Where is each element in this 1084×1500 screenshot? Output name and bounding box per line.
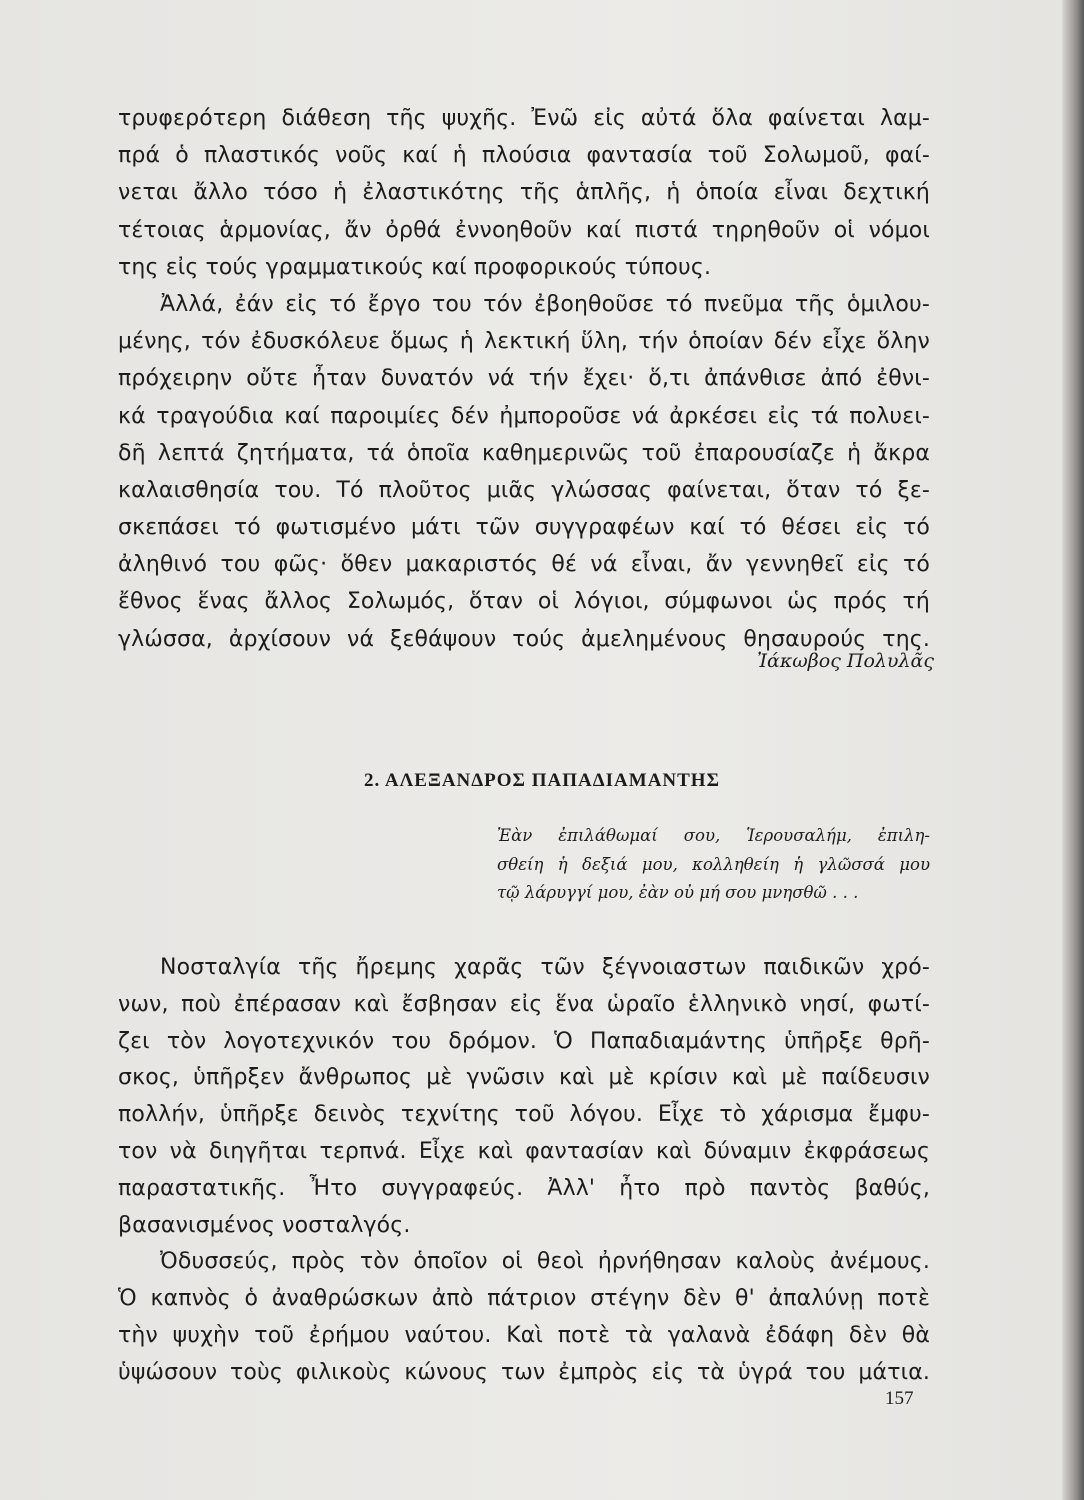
text-line: νεται ἄλλο τόσο ἡ ἐλαστικότης τῆς ἁπλῆς, ἡ ὁποία εἶναι δεχτική xyxy=(118,180,930,206)
text-line: μένης, τόν ἐδυσκόλευε ὅμως ἡ λεκτική ὕλη, τήν ὁποίαν δέν εἶχε ὅλην xyxy=(118,329,930,355)
text-line: καλαισθησία του. Τό πλοῦτος μιᾶς γλώσσας φαίνεται, ὅταν τό ξε- xyxy=(118,477,930,503)
text-line: βασανισμένος νοσταλγός. xyxy=(118,1212,411,1238)
text-line: παραστατικῆς. Ἦτο συγγραφεύς. Ἀλλ' ἦτο πρὸ παντὸς βαθύς, xyxy=(118,1175,930,1201)
page-number: 157 xyxy=(885,1388,914,1409)
text-line: της εἰς τούς γραμματικούς καί προφορικούς τύπους. xyxy=(118,254,712,280)
text-line: ζει τὸν λογοτεχνικόν του δρόμον. Ὁ Παπαδιαμάντης ὑπῆρξε θρῆ- xyxy=(118,1028,930,1054)
text-line: πολλήν, ὑπῆρξε δεινὸς τεχνίτης τοῦ λόγου. Εἶχε τὸ χάρισμα ἔμφυ- xyxy=(118,1102,930,1128)
epigraph-line: τῷ λάρυγγί μου, ἐὰν οὐ μή σου μνησθῶ . . . xyxy=(497,883,859,902)
book-spine-shadow xyxy=(1062,0,1084,1500)
epigraph-line: Ἐὰν ἐπιλάθωμαί σου, Ἱερουσαλήμ, ἐπιλη- xyxy=(497,826,930,845)
text-line: Νοσταλγία τῆς ἤρεμης χαρᾶς τῶν ξέγνοιαστων παιδικῶν χρό- xyxy=(160,955,930,980)
text-line: ἀληθινό του φῶς· ὅθεν μακαριστός θέ νά εἶναι, ἄν γεννηθεῖ εἰς τό xyxy=(118,552,930,578)
section-heading: 2. ΑΛΕΞΑΝΔΡΟΣ ΠΑΠΑΔΙΑΜΑΝΤΗΣ xyxy=(363,770,721,791)
text-line: σκεπάσει τό φωτισμένο μάτι τῶν συγγραφέων καί τό θέσει εἰς τό xyxy=(118,515,930,541)
epigraph-line: σθείη ἡ δεξιά μου, κολληθείη ἡ γλῶσσά μου xyxy=(497,854,930,874)
text-line: ἔθνος ἕνας ἄλλος Σολωμός, ὅταν οἱ λόγιοι, σύμφωνοι ὡς πρός τή xyxy=(118,589,930,615)
epigraph xyxy=(497,822,930,908)
text-line: Ὁ καπνὸς ὁ ἀναθρώσκων ἀπὸ πάτριον στέγην δὲν θ' ἀπαλύνῃ ποτὲ xyxy=(118,1286,930,1312)
text-line: τὴν ψυχὴν τοῦ ἐρήμου ναύτου. Καὶ ποτὲ τὰ γαλανὰ ἐδάφη δὲν θὰ xyxy=(118,1322,930,1348)
text-line: κά τραγούδια καί παροιμίες δέν ἠμποροῦσε νά ἀρκέσει εἰς τά πολυει- xyxy=(118,403,930,429)
text-line: Ἀλλά, ἐάν εἰς τό ἔργο του τόν ἐβοηθοῦσε τό πνεῦμα τῆς ὁμιλου- xyxy=(160,291,930,317)
text-line: τέτοιας ἁρμονίας, ἄν ὀρθά ἐννοηθοῦν καί πιστά τηρηθοῦν οἱ νόμοι xyxy=(118,217,930,243)
text-line: πρόχειρην οὔτε ἦταν δυνατόν νά τήν ἔχει· ὅ,τι ἀπάνθισε ἀπό ἐθνι- xyxy=(118,366,930,392)
top-text-block xyxy=(118,100,930,658)
text-line: ὑψώσουν τοὺς φιλικοὺς κώνους των ἐμπρὸς εἰς τὰ ὑγρά του μάτια. xyxy=(118,1359,930,1385)
text-line: νων, ποὺ ἐπέρασαν καὶ ἔσβησαν εἰς ἕνα ὡραῖο ἑλληνικὸ νησί, φωτί- xyxy=(118,991,930,1017)
text-line: τρυφερότερη διάθεση τῆς ψυχῆς. Ἐνῶ εἰς αὐτά ὅλα φαίνεται λαμ- xyxy=(118,106,930,131)
text-line: γλώσσα, ἀρχίσουν νά ξεθάψουν τούς ἀμελημένους θησαυρούς της. xyxy=(118,626,930,652)
text-line: Ὀδυσσεύς, πρὸς τὸν ὁποῖον οἱ θεοὶ ἠρνήθησαν καλοὺς ἀνέμους. xyxy=(160,1249,930,1275)
author-signature: Ἰάκωβος Πολυλᾶς xyxy=(757,650,934,672)
text-line: δῆ λεπτά ζητήματα, τά ὁποῖα καθημερινῶς τοῦ ἐπαρουσίαζε ἡ ἄκρα xyxy=(118,440,930,466)
bottom-text-block xyxy=(118,950,930,1392)
text-line: σκος, ὑπῆρξεν ἄνθρωπος μὲ γνῶσιν καὶ μὲ κρίσιν καὶ μὲ παίδευσιν xyxy=(118,1065,930,1091)
text-line: τον νὰ διηγῆται τερπνά. Εἶχε καὶ φαντασίαν καὶ δύναμιν ἐκφράσεως xyxy=(118,1138,930,1164)
text-line: πρά ὁ πλαστικός νοῦς καί ἡ πλούσια φαντασία τοῦ Σολωμοῦ, φαί- xyxy=(118,143,930,169)
